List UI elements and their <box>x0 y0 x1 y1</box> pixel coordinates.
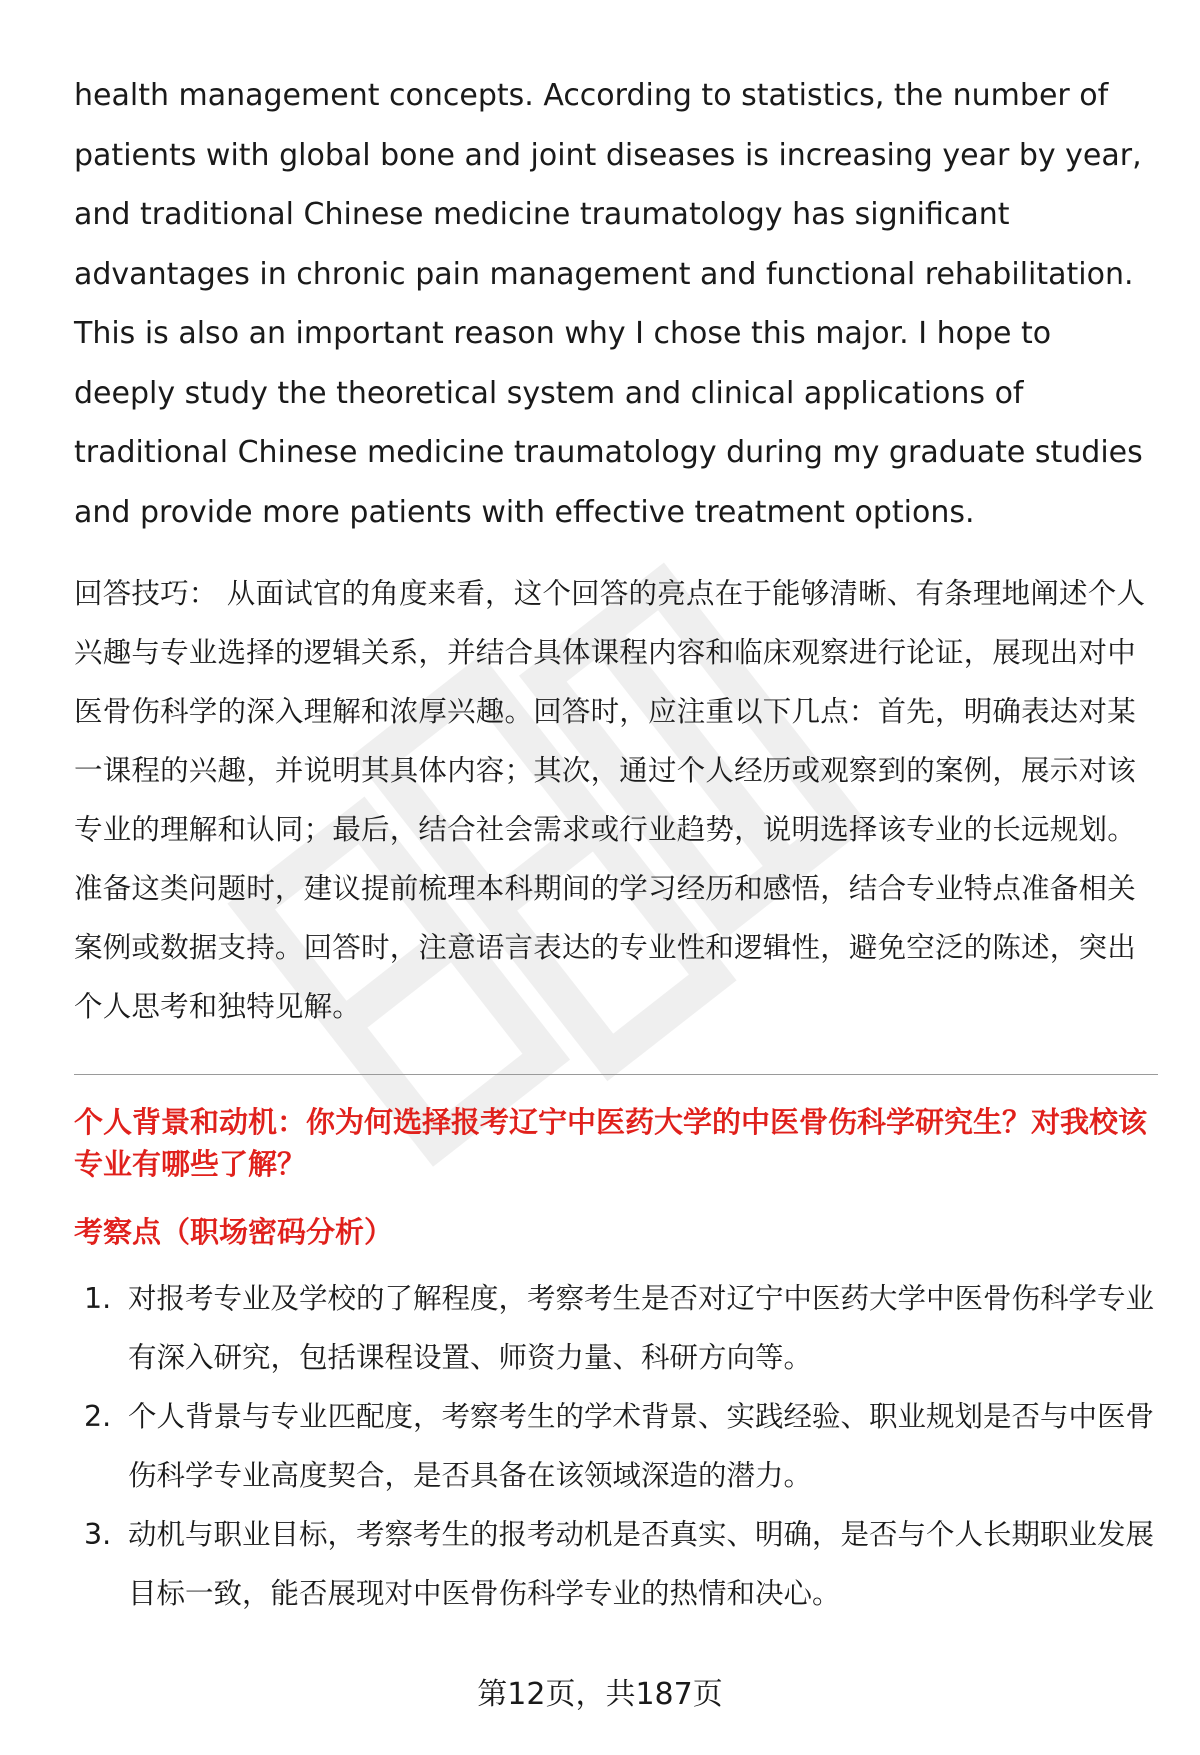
english-paragraph: health management concepts. According to statistics, the number of patients with global bone and joint diseases is increasing year by year, and traditional Chinese medicine traumatology has significant advantages in chronic pain management and functional rehabilitation. This is also an important reason why I chose this major. I hope to deeply study the theoretical system and clinical applications of traditional Chinese medicine traumatology during my graduate studies and provide more patients with effective treatment options. <box>74 78 1143 530</box>
list-item-number: 1. <box>84 1282 112 1315</box>
section-divider <box>74 1074 1158 1075</box>
page-number: 第12页，共187页 <box>477 1677 723 1712</box>
list-item-text: 对报考专业及学校的了解程度，考察考生是否对辽宁中医药大学中医骨伤科学专业有深入研究，包括课程设置、师资力量、科研方向等。 <box>128 1282 1155 1374</box>
question-heading: 个人背景和动机：你为何选择报考辽宁中医药大学的中医骨伤科学研究生？对我校该专业有哪些了解？ <box>74 1105 1148 1181</box>
list-item <box>74 1505 1158 1623</box>
list-item <box>74 1269 1158 1387</box>
list-item-text: 动机与职业目标，考察考生的报考动机是否真实、明确，是否与个人长期职业发展目标一致，能否展现对中医骨伤科学专业的热情和决心。 <box>128 1518 1155 1610</box>
list-item-number: 3. <box>84 1518 112 1551</box>
analysis-list <box>74 1269 1158 1623</box>
list-item <box>74 1387 1158 1505</box>
list-item-text: 个人背景与专业匹配度，考察考生的学术背景、实践经验、职业规划是否与中医骨伤科学专业高度契合，是否具备在该领域深造的潜力。 <box>128 1400 1155 1492</box>
list-item-number: 2. <box>84 1400 112 1433</box>
answer-tips-paragraph: 回答技巧： 从面试官的角度来看，这个回答的亮点在于能够清晰、有条理地阐述个人兴趣与专业选择的逻辑关系，并结合具体课程内容和临床观察进行论证，展现出对中医骨伤科学的深入理解和浓厚兴趣。回答时，应注重以下几点：首先，明确表达对某一课程的兴趣，并说明其具体内容；其次，通过个人经历或观察到的案例，展示对该专业的理解和认同；最后，结合社会需求或行业趋势，说明选择该专业的长远规划。准备这类问题时，建议提前梳理本科期间的学习经历和感悟，结合专业特点准备相关案例或数据支持。回答时，注意语言表达的专业性和逻辑性，避免空泛的陈述，突出个人思考和独特见解。 <box>74 577 1146 1023</box>
analysis-heading: 考察点（职场密码分析） <box>74 1215 394 1249</box>
page-content <box>74 66 1158 1623</box>
